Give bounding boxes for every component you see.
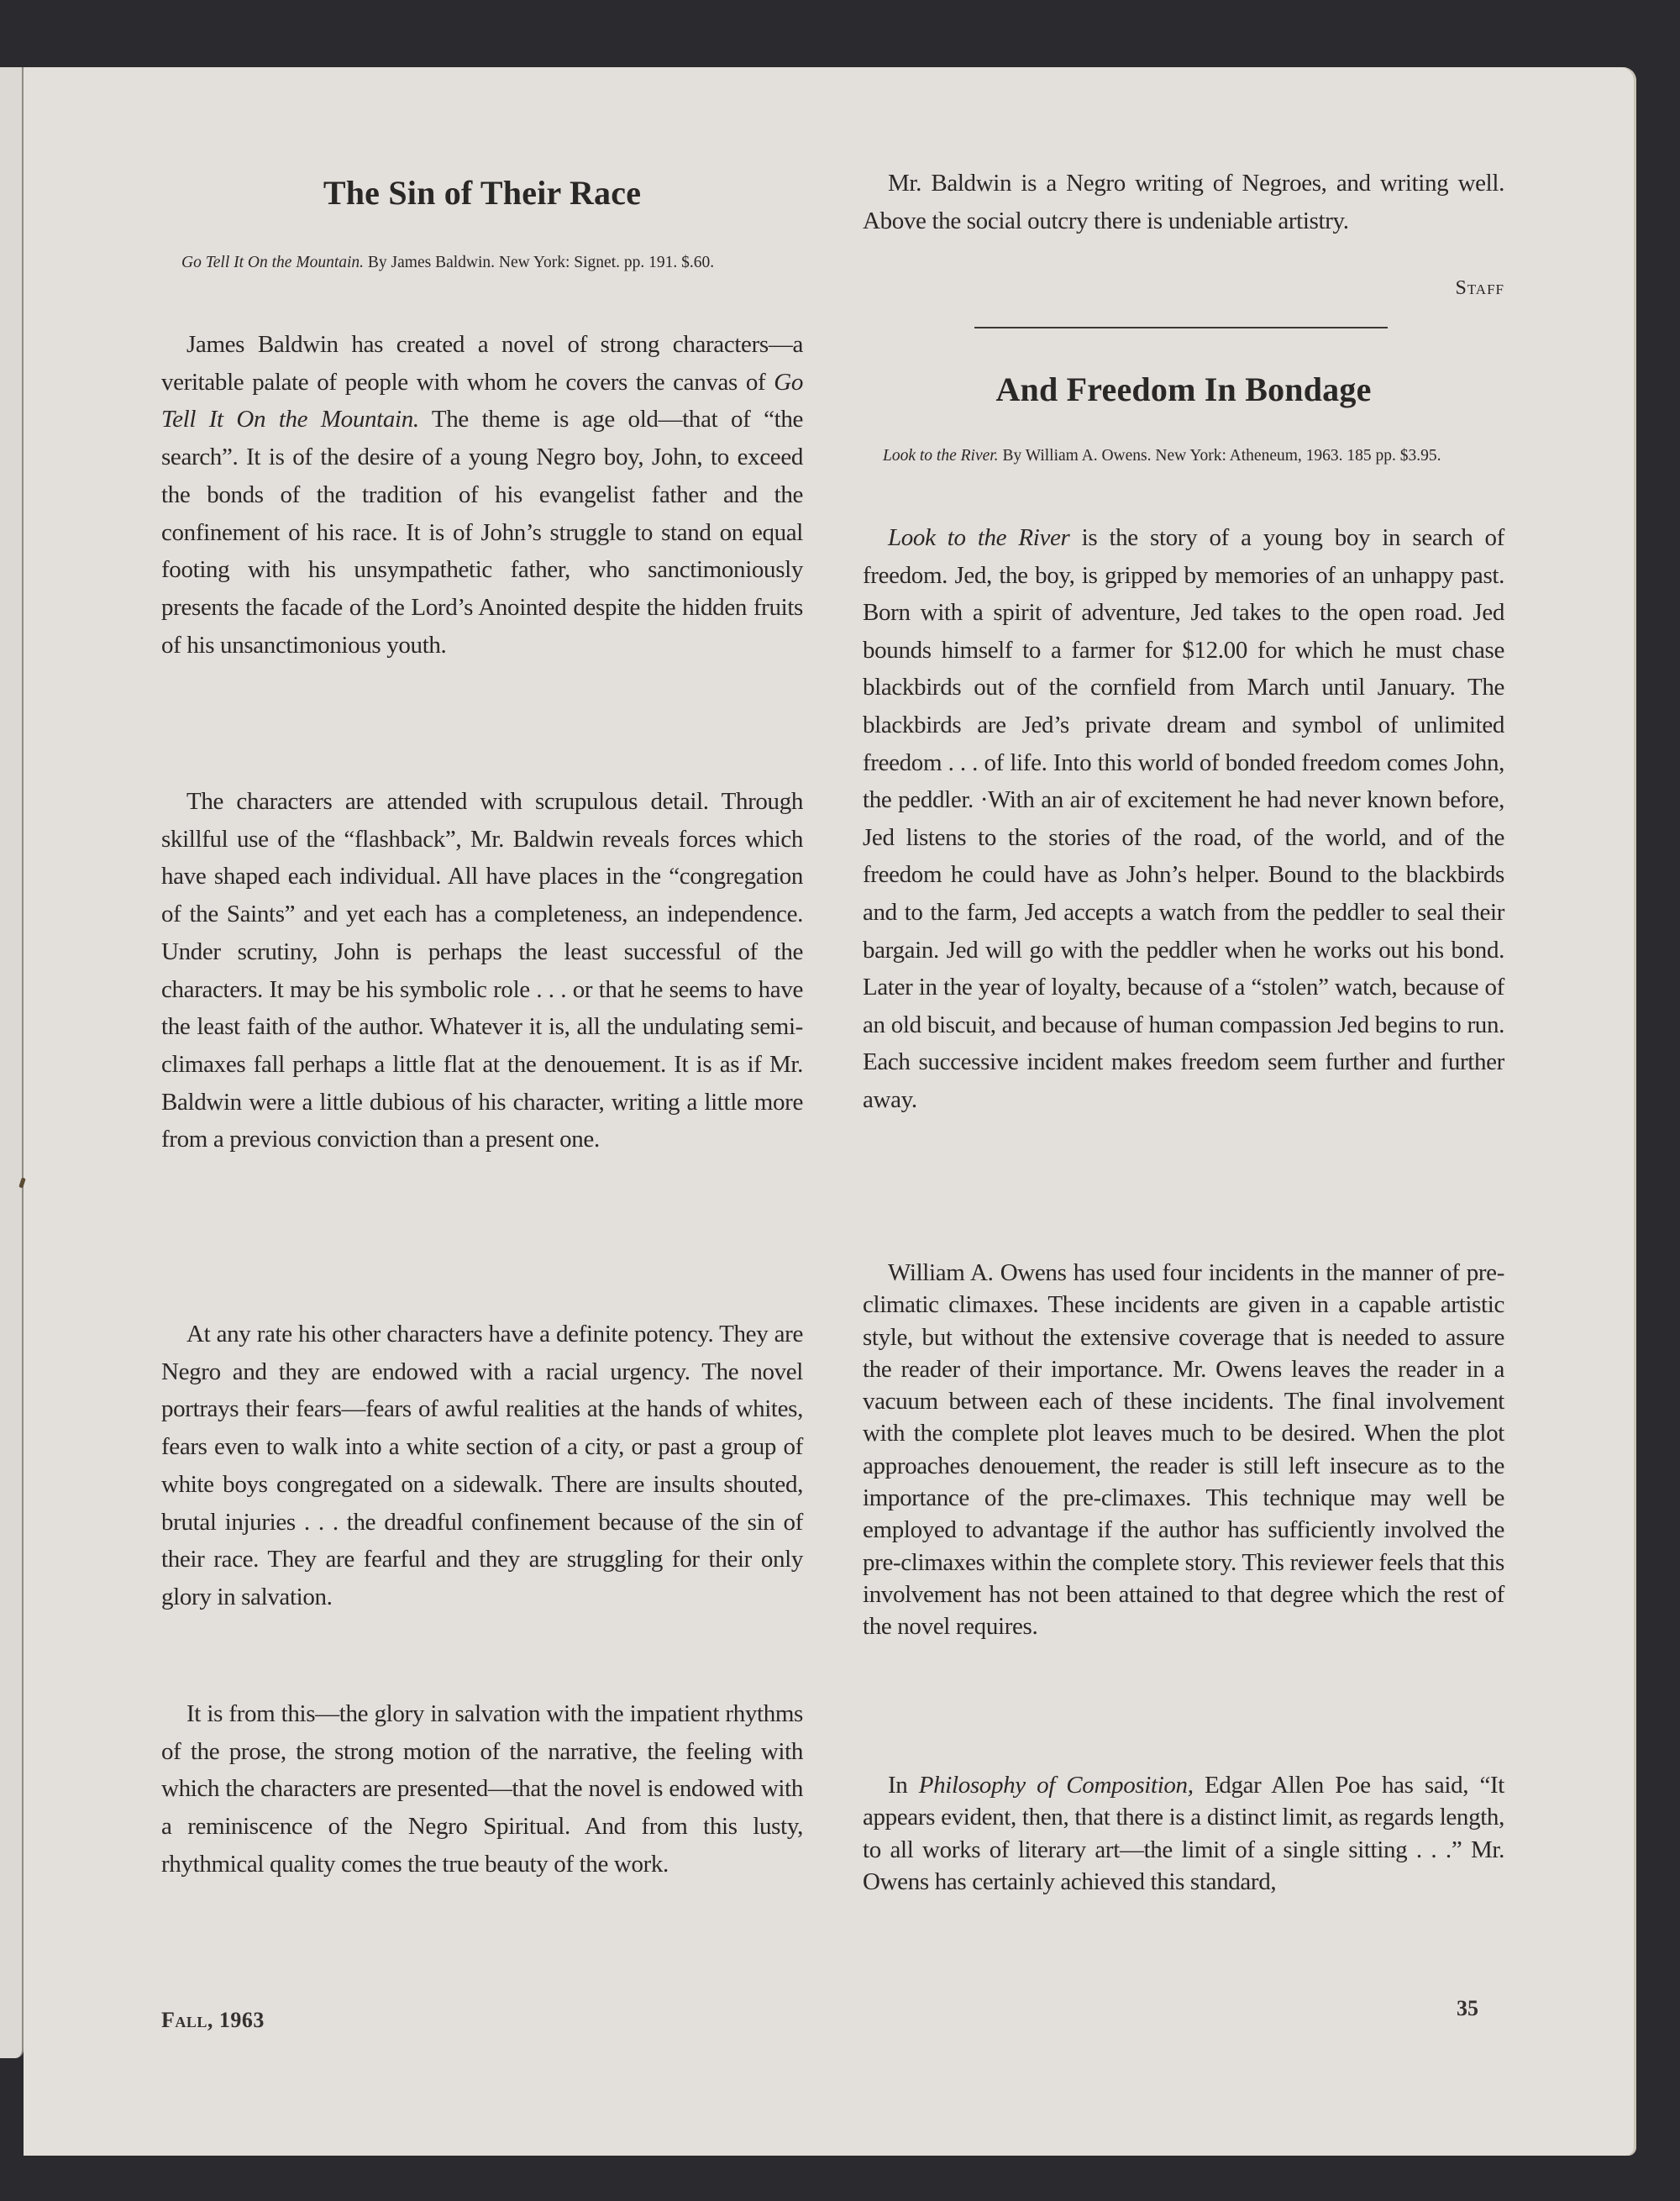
review1-paragraph-1 <box>161 326 803 664</box>
book-title-inline: Look to the River <box>888 524 1070 551</box>
paragraph-text: The theme is age old—that of “the search”. It is of the desire of a young Negro boy, John, to exceed the bonds of the tradition of his evangelist father and the confinement of his race. It is of John’s struggle to stand on equal footing with his unsympathetic father, who sanctimoniously presents the facade of the Lord’s Anointed despite the hidden fruits of his unsanctimonious youth. <box>161 406 803 659</box>
review2-paragraph-1 <box>863 519 1504 1119</box>
review1-paragraph-5: Mr. Baldwin is a Negro writing of Negroes, and writing well. Above the social outcry there is undeniable artistry. <box>863 170 1504 234</box>
issue-date-footer: Fall, 1963 <box>161 2008 265 2032</box>
review1-signature: Staff <box>1455 277 1504 299</box>
review1-paragraph-4: It is from this—the glory in salvation with the impatient rhythms of the prose, the strong motion of the narrative, the feeling with which the characters are presented—that the novel is endowed with a reminiscence of the Negro Spiritual. And from this lusty, rhythmical quality comes the true beauty of the work. <box>161 1700 803 1878</box>
paragraph-text: James Baldwin has created a novel of strong characters—a veritable palate of people with whom he covers the canvas of <box>161 331 803 396</box>
previous-page-edge <box>0 67 24 2058</box>
review2-publication-info: By William A. Owens. New York: Atheneum, 1963. 185 pp. $3.95. <box>998 447 1441 465</box>
paragraph-text: In <box>888 1772 919 1799</box>
review1-title: The Sin of Their Race <box>323 174 642 212</box>
review1-paragraph-2: The characters are attended with scrupulous detail. Through skillful use of the “flashback”, Mr. Baldwin reveals forces which have shaped each individual. All have places in the “congregation of the Saints” and yet each has a completeness, an independence. Under scrutiny, John is perhaps the least successful of the characters. It may be his symbolic role . . . or that he seems to have the least faith of the author. Whatever it is, all the undulating semi-climaxes fall perhaps a little flat at the denouement. It is as if Mr. Baldwin were a little dubious of his character, writing a little more from a previous conviction than a present one. <box>161 788 803 1153</box>
review2-paragraph-2: William A. Owens has used four incidents in the manner of pre-climatic climaxes. These incidents are given in a capable artistic style, but without the extensive coverage that is needed to assure the reader of their importance. Mr. Owens leaves the reader in a vacuum between each of these incidents. The final involvement with the complete plot leaves much to be desired. When the plot approaches denouement, the reader is still left insecure as to the importance of the pre-climaxes. This technique may well be employed to advantage if the author has sufficiently involved the pre-climaxes within the complete story. This reviewer feels that this involvement has not been attained to that degree which the rest of the novel requires. <box>863 1259 1504 1641</box>
review1-paragraph-3: At any rate his other characters have a definite potency. They are Negro and they are endowed with a racial urgency. The novel portrays their fears—fears of awful realities at the hands of whites, fears even to walk into a white section of a city, or past a group of white boys congregated on a sidewalk. There are insults shouted, brutal injuries . . . the dreadful confinement because of the sin of their race. They are fearful and they are struggling for their only glory in salvation. <box>161 1321 803 1610</box>
paragraph-text: Edgar Allen Poe has said, “It appears evident, then, that there is a distinct limit, as regards length, to all works of literary art—the limit of a single sitting . . .” Mr. Owens has certainly achieved this standard, <box>863 1772 1505 1895</box>
review2-citation <box>863 444 1504 468</box>
magazine-page <box>24 67 1636 2156</box>
review2-book-title: Look to the River. <box>883 447 999 465</box>
review2-title: And Freedom In Bondage <box>995 370 1372 408</box>
review2-paragraph-3 <box>863 1769 1504 1898</box>
article-separator-rule <box>974 327 1388 328</box>
review1-citation <box>161 250 803 275</box>
essay-title-inline: Philosophy of Composition, <box>918 1772 1194 1799</box>
page-number: 35 <box>1457 1996 1478 2020</box>
paragraph-text: is the story of a young boy in search of freedom. Jed, the boy, is gripped by memories of an unhappy past. Born with a spirit of adventure, Jed takes to the open road. Jed bounds himself to a farmer for $12.00 for which he must chase blackbirds out of the cornfield from March until January. The blackbirds are Jed’s private dream and symbol of unlimited freedom . . . of life. Into this world of bonded freedom comes John, the peddler. ·With an air of excitement he had never known before, Jed listens to the stories of the road, of the world, and of the freedom he could have as John’s helper. Bound to the blackbirds and to the farm, Jed accepts a watch from the peddler to seal their bargain. Jed will go with the peddler when he works out his bond. Later in the year of loyalty, because of a “stolen” watch, because of an old biscuit, and because of human compassion Jed begins to run. Each successive incident makes freedom seem further and further away. <box>863 524 1504 1113</box>
book-title-inline: Go Tell It On the Mountain. <box>161 368 803 433</box>
review1-publication-info: By James Baldwin. New York: Signet. pp. 191. $.60. <box>364 254 715 271</box>
review1-book-title: Go Tell It On the Mountain. <box>181 254 365 271</box>
